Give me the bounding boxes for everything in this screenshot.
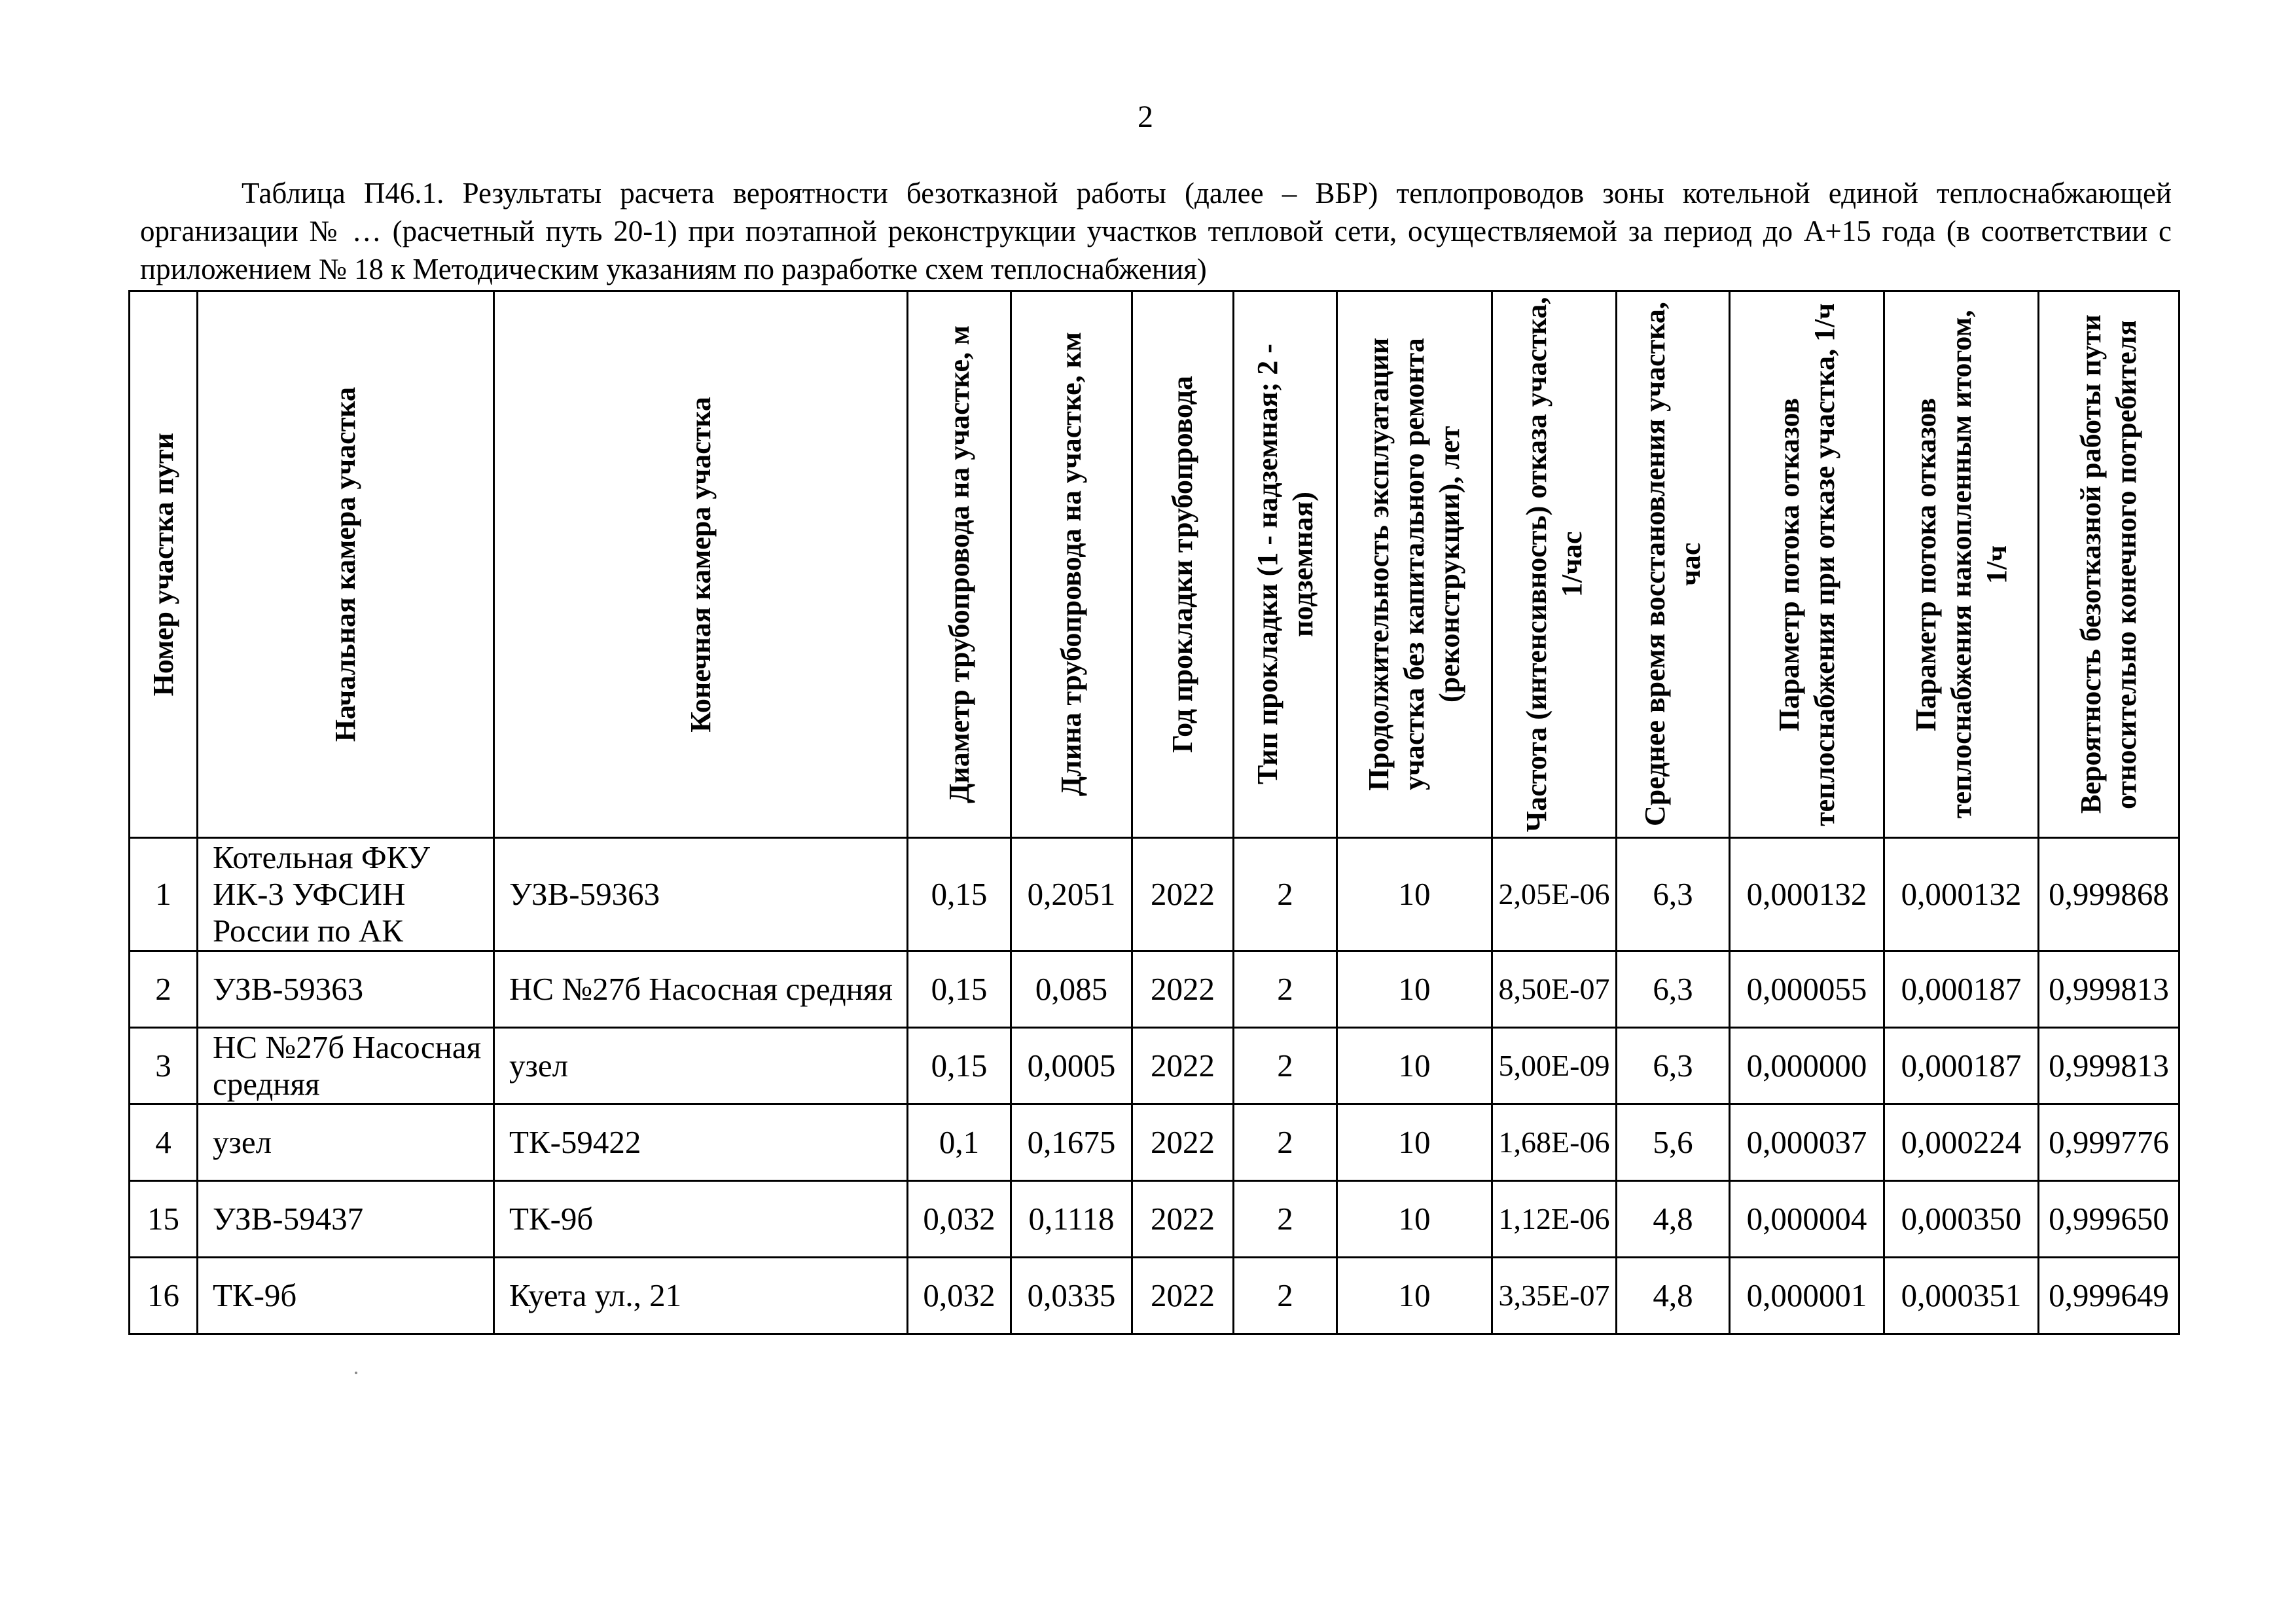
cell-laying-type: 2 [1234,1181,1337,1258]
cell-segment-number: 2 [130,951,198,1028]
cell-length: 0,0335 [1011,1258,1132,1334]
table-row [130,1104,2179,1181]
cell-failure-flow-cumulative: 0,000132 [1884,838,2039,951]
cell-end-chamber: УЗВ-59363 [494,838,908,951]
cell-segment-number: 16 [130,1258,198,1334]
cell-failure-flow-cumulative: 0,000187 [1884,951,2039,1028]
cell-segment-number: 1 [130,838,198,951]
table-caption: Таблица П46.1. Результаты расчета вероятности безотказной работы (далее – ВБР) теплопроводов зоны котельной единой теплоснабжающей организации № … (расчетный путь 20-1) при поэтапной реконструкции участков тепловой сети, осуществляемой за период до А+15 года (в соответствии с приложением № 18 к Методическим указаниям по разработке схем теплоснабжения) [140,177,2172,285]
header-failure-flow-cumulative: Параметр потока отказов теплоснабжения накопленным итогом, 1/ч [1884,291,2039,838]
cell-year: 2022 [1132,1258,1234,1334]
cell-recovery-time: 5,6 [1617,1104,1730,1181]
cell-segment-number: 15 [130,1181,198,1258]
header-reliability: Вероятность безотказной работы пути относительно конечного потребителя [2039,291,2179,838]
header-diameter: Диаметр трубопровода на участке, м [908,291,1011,838]
header-length: Длина трубопровода на участке, км [1011,291,1132,838]
cell-year: 2022 [1132,951,1234,1028]
cell-failure-rate: 8,50E-07 [1492,951,1617,1028]
cell-service-duration: 10 [1337,1181,1492,1258]
results-table [128,290,2180,1335]
cell-failure-flow: 0,000000 [1730,1028,1884,1104]
cell-start-chamber: НС №27б Насосная средняя [198,1028,494,1104]
cell-service-duration: 10 [1337,1104,1492,1181]
cell-diameter: 0,15 [908,951,1011,1028]
header-recovery-time: Среднее время восстановления участка, час [1617,291,1730,838]
cell-length: 0,085 [1011,951,1132,1028]
cell-laying-type: 2 [1234,838,1337,951]
table-row [130,1181,2179,1258]
header-end-chamber: Конечная камера участка [494,291,908,838]
cell-diameter: 0,15 [908,838,1011,951]
table-header-row [130,291,2179,838]
cell-service-duration: 10 [1337,1028,1492,1104]
cell-start-chamber: узел [198,1104,494,1181]
cell-failure-flow-cumulative: 0,000187 [1884,1028,2039,1104]
cell-failure-flow: 0,000001 [1730,1258,1884,1334]
cell-laying-type: 2 [1234,1104,1337,1181]
cell-recovery-time: 4,8 [1617,1258,1730,1334]
cell-year: 2022 [1132,1028,1234,1104]
cell-start-chamber: ТК-9б [198,1258,494,1334]
cell-failure-flow-cumulative: 0,000351 [1884,1258,2039,1334]
cell-diameter: 0,032 [908,1181,1011,1258]
header-start-chamber: Начальная камера участка [198,291,494,838]
cell-reliability: 0,999813 [2039,1028,2179,1104]
cell-reliability: 0,999813 [2039,951,2179,1028]
header-service-duration: Продолжительность эксплуатации участка без капитального ремонта (реконструкции), лет [1337,291,1492,838]
header-year: Год прокладки трубопровода [1132,291,1234,838]
cell-failure-rate: 2,05E-06 [1492,838,1617,951]
cell-failure-flow-cumulative: 0,000224 [1884,1104,2039,1181]
cell-start-chamber: Котельная ФКУ ИК-3 УФСИН России по АК [198,838,494,951]
cell-failure-flow: 0,000132 [1730,838,1884,951]
cell-recovery-time: 4,8 [1617,1181,1730,1258]
cell-year: 2022 [1132,1181,1234,1258]
cell-failure-flow-cumulative: 0,000350 [1884,1181,2039,1258]
cell-failure-flow: 0,000004 [1730,1181,1884,1258]
cell-start-chamber: УЗВ-59363 [198,951,494,1028]
cell-service-duration: 10 [1337,1258,1492,1334]
cell-end-chamber: НС №27б Насосная средняя [494,951,908,1028]
cell-end-chamber: Куета ул., 21 [494,1258,908,1334]
cell-failure-rate: 3,35E-07 [1492,1258,1617,1334]
scan-speck [355,1372,357,1374]
cell-reliability: 0,999868 [2039,838,2179,951]
cell-length: 0,2051 [1011,838,1132,951]
cell-length: 0,0005 [1011,1028,1132,1104]
cell-year: 2022 [1132,1104,1234,1181]
cell-diameter: 0,1 [908,1104,1011,1181]
header-segment-number: Номер участка пути [130,291,198,838]
cell-reliability: 0,999649 [2039,1258,2179,1334]
cell-end-chamber: ТК-9б [494,1181,908,1258]
header-laying-type: Тип прокладки (1 - надземная; 2 - подземная) [1234,291,1337,838]
header-failure-flow: Параметр потока отказов теплоснабжения при отказе участка, 1/ч [1730,291,1884,838]
cell-length: 0,1118 [1011,1181,1132,1258]
cell-diameter: 0,15 [908,1028,1011,1104]
cell-failure-rate: 5,00E-09 [1492,1028,1617,1104]
cell-failure-rate: 1,68E-06 [1492,1104,1617,1181]
cell-end-chamber: ТК-59422 [494,1104,908,1181]
cell-failure-flow: 0,000055 [1730,951,1884,1028]
cell-segment-number: 3 [130,1028,198,1104]
table-row [130,1028,2179,1104]
cell-reliability: 0,999776 [2039,1104,2179,1181]
cell-laying-type: 2 [1234,1028,1337,1104]
cell-laying-type: 2 [1234,1258,1337,1334]
cell-recovery-time: 6,3 [1617,838,1730,951]
cell-diameter: 0,032 [908,1258,1011,1334]
table-row [130,838,2179,951]
page-number: 2 [1138,100,1153,134]
cell-start-chamber: УЗВ-59437 [198,1181,494,1258]
cell-service-duration: 10 [1337,951,1492,1028]
cell-end-chamber: узел [494,1028,908,1104]
cell-failure-rate: 1,12E-06 [1492,1181,1617,1258]
cell-failure-flow: 0,000037 [1730,1104,1884,1181]
cell-length: 0,1675 [1011,1104,1132,1181]
cell-year: 2022 [1132,838,1234,951]
table-row [130,951,2179,1028]
cell-segment-number: 4 [130,1104,198,1181]
header-failure-rate: Частота (интенсивность) отказа участка, 1/час [1492,291,1617,838]
cell-reliability: 0,999650 [2039,1181,2179,1258]
cell-service-duration: 10 [1337,838,1492,951]
cell-recovery-time: 6,3 [1617,1028,1730,1104]
table-row [130,1258,2179,1334]
cell-recovery-time: 6,3 [1617,951,1730,1028]
cell-laying-type: 2 [1234,951,1337,1028]
